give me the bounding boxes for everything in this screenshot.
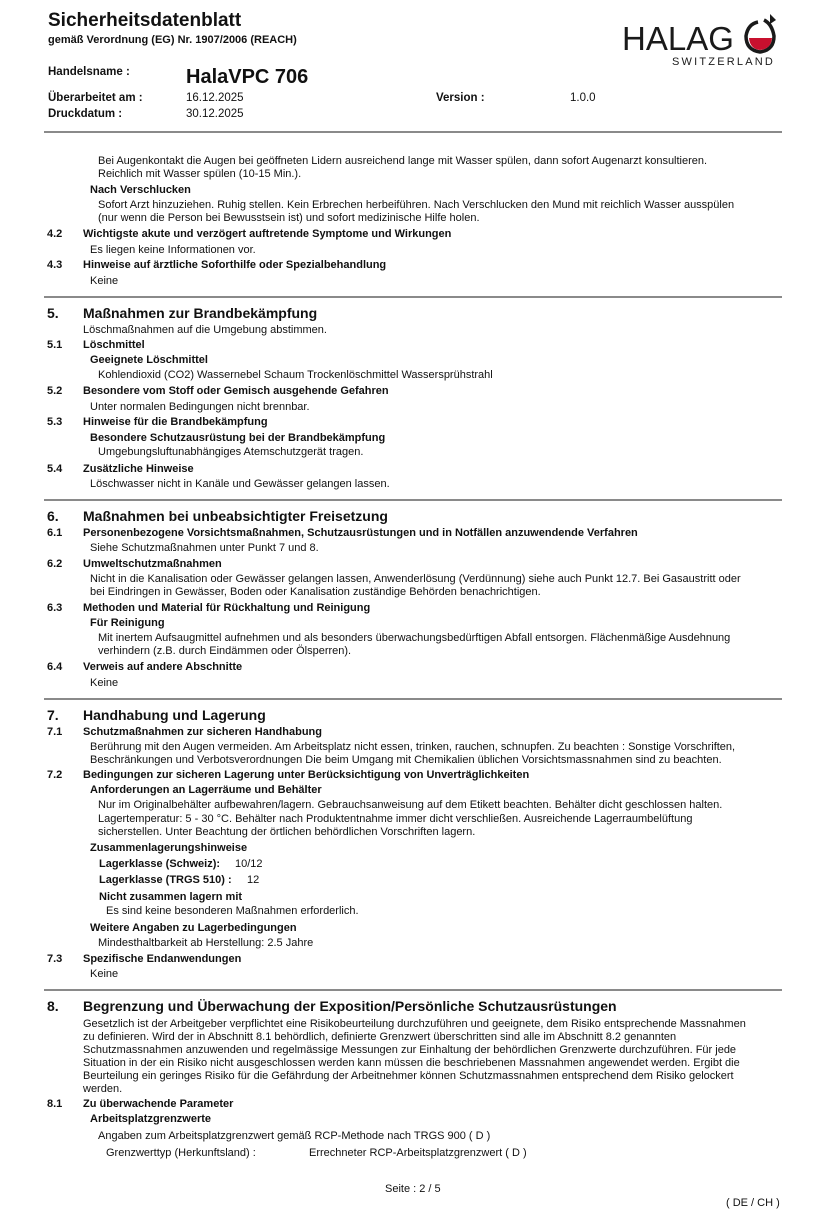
- limit-type-value: Errechneter RCP-Arbeitsplatzgrenzwert ( D ): [309, 1147, 527, 1159]
- s8-text-5: Beurteilung ein geringes Risiko für die Gefährdung der Arbeitnehmer können Schutzmassnahmen entsprechend dem Risiko gelockert: [83, 1070, 734, 1082]
- document-subtitle: gemäß Verordnung (EG) Nr. 1907/2006 (REACH): [48, 34, 297, 46]
- s42-heading: Wichtigste akute und verzögert auftretende Symptome und Wirkungen: [83, 228, 452, 240]
- s42-text: Es liegen keine Informationen vor.: [90, 244, 256, 256]
- version-label: Version :: [436, 92, 485, 104]
- s62-number: 6.2: [47, 558, 63, 570]
- s72c-heading: Nicht zusammen lagern mit: [99, 891, 243, 903]
- s64-heading: Verweis auf andere Abschnitte: [83, 661, 243, 673]
- s72-heading: Bedingungen zur sicheren Lagerung unter Berücksichtigung von Unverträglichkeiten: [83, 769, 530, 781]
- s72a-heading: Anforderungen an Lagerräume und Behälter: [90, 784, 322, 796]
- s62-text-2: bei Eindringen in Gewässer, Boden oder Kanalisation zuständige Behörden benachrichtigen.: [90, 586, 541, 598]
- print-date: 30.12.2025: [186, 108, 244, 120]
- print-date-label: Druckdatum :: [48, 108, 123, 120]
- s71-text-2: Beschränkungen und Verbotsverordnungen Die beim Umgang mit Chemikalien üblichen Vorsichtsmassnahmen sind zu beachten.: [90, 754, 722, 766]
- s6-title: Maßnahmen bei unbeabsichtigter Freisetzung: [83, 508, 388, 524]
- s64-text: Keine: [90, 677, 119, 689]
- s53a-text: Umgebungsluftunabhängiges Atemschutzgerät tragen.: [98, 446, 364, 458]
- s72c-text: Es sind keine besonderen Maßnahmen erforderlich.: [106, 905, 359, 917]
- s7-divider: [44, 698, 782, 700]
- s53a-heading: Besondere Schutzausrüstung bei der Brandbekämpfung: [90, 432, 386, 444]
- s52-heading: Besondere vom Stoff oder Gemisch ausgehende Gefahren: [83, 385, 389, 397]
- s8-text-1: Gesetzlich ist der Arbeitgeber verpflichtet eine Risikobeurteilung durchzuführen und geeignete, dem Risiko entsprechende Massnahmen: [83, 1018, 746, 1030]
- s72a-text-2: Lagertemperatur: 5 - 30 °C. Behälter nach Produktentnahme immer dicht verschließen. Ausreichende Lagerraumbelüftung: [98, 813, 693, 825]
- s53-heading: Hinweise für die Brandbekämpfung: [83, 416, 268, 428]
- storage-class-trgs-value: 12: [247, 874, 260, 886]
- s4-eye-text-1: Bei Augenkontakt die Augen bei geöffneten Lidern ausreichend lange mit Wasser spülen, dann sofort Augenarzt konsultieren.: [98, 155, 708, 167]
- s6-divider: [44, 499, 782, 501]
- s5-title: Maßnahmen zur Brandbekämpfung: [83, 305, 318, 321]
- s54-heading: Zusätzliche Hinweise: [83, 463, 194, 475]
- s7-number: 7.: [47, 707, 59, 723]
- s54-number: 5.4: [47, 463, 63, 475]
- limit-type-label: Grenzwerttyp (Herkunftsland) :: [106, 1147, 256, 1159]
- s8-text-4: Situation in der ein Risiko nicht ausgeschlossen werden kann müssen die beschriebenen Massnahmen angewendet werden. Ergibt die: [83, 1057, 740, 1069]
- s72-number: 7.2: [47, 769, 63, 781]
- s43-number: 4.3: [47, 259, 63, 271]
- s54-text: Löschwasser nicht in Kanäle und Gewässer gelangen lassen.: [90, 478, 390, 490]
- s5-intro: Löschmaßnahmen auf die Umgebung abstimmen.: [83, 324, 327, 336]
- s43-text: Keine: [90, 275, 119, 287]
- s73-text: Keine: [90, 968, 119, 980]
- logo-sub: SWITZERLAND: [672, 56, 776, 68]
- header-divider: [44, 131, 782, 133]
- s6-number: 6.: [47, 508, 59, 524]
- s4-swallow-heading: Nach Verschlucken: [90, 184, 191, 196]
- s5-number: 5.: [47, 305, 59, 321]
- s81-number: 8.1: [47, 1098, 63, 1110]
- s8-text-2: zu definieren. Wird der in Abschnitt 8.1 behördlich, definierte Grenzwert überschritten sind alle im Abschnitt 8.2 genannten: [83, 1031, 677, 1043]
- s4-swallow-text-2: (nur wenn die Person bei Bewusstsein ist) und sofort medizinische Hilfe holen.: [98, 212, 480, 224]
- s51a-text: Kohlendioxid (CO2) Wassernebel Schaum Trockenlöschmittel Wassersprühstrahl: [98, 369, 493, 381]
- storage-class-trgs-label: Lagerklasse (TRGS 510) :: [99, 874, 232, 886]
- s63-number: 6.3: [47, 602, 63, 614]
- s61-number: 6.1: [47, 527, 63, 539]
- s7-title: Handhabung und Lagerung: [83, 707, 266, 723]
- s63-text-1: Mit inertem Aufsaugmittel aufnehmen und als besonders überwachungsbedürftigen Abfall entsorgen. Flächenmäßige Ausdehnung: [98, 632, 731, 644]
- s5-divider: [44, 296, 782, 298]
- s61-text: Siehe Schutzmaßnahmen unter Punkt 7 und 8.: [90, 542, 319, 554]
- halag-logo: [620, 10, 782, 70]
- s72d-heading: Weitere Angaben zu Lagerbedingungen: [90, 922, 297, 934]
- s64-number: 6.4: [47, 661, 63, 673]
- s61-heading: Personenbezogene Vorsichtsmaßnahmen, Schutzausrüstungen und in Notfällen anzuwendende Verfahren: [83, 527, 638, 539]
- version-value: 1.0.0: [570, 92, 596, 104]
- s81-heading: Zu überwachende Parameter: [83, 1098, 234, 1110]
- trade-name: HalaVPC 706: [186, 66, 309, 88]
- s72b-heading: Zusammenlagerungshinweise: [90, 842, 248, 854]
- logo-name: HALAG: [622, 20, 734, 57]
- s42-number: 4.2: [47, 228, 63, 240]
- s72a-text-1: Nur im Originalbehälter aufbewahren/lagern. Gebrauchsanweisung auf dem Etikett beachten. Behälter dicht geschlossen halten.: [98, 799, 723, 811]
- region-code: ( DE / CH ): [726, 1197, 780, 1209]
- s62-text-1: Nicht in die Kanalisation oder Gewässer gelangen lassen, Anwenderlösung (Verdünnung) siehe auch Punkt 12.7. Bei Gasaustritt oder: [90, 573, 741, 585]
- trade-name-label: Handelsname :: [48, 66, 130, 78]
- s8-divider: [44, 989, 782, 991]
- revised-date: 16.12.2025: [186, 92, 244, 104]
- s4-eye-text-2: Reichlich mit Wasser spülen (10-15 Min.).: [98, 168, 302, 180]
- storage-class-ch-value: 10/12: [235, 858, 263, 870]
- s4-swallow-text-1: Sofort Arzt hinzuziehen. Ruhig stellen. Kein Erbrechen herbeiführen. Nach Verschlucken den Mund mit reichlich Wasser ausspülen: [98, 199, 735, 211]
- s43-heading: Hinweise auf ärztliche Soforthilfe oder Spezialbehandlung: [83, 259, 387, 271]
- s72d-text: Mindesthaltbarkeit ab Herstellung: 2.5 Jahre: [98, 937, 314, 949]
- s52-text: Unter normalen Bedingungen nicht brennbar.: [90, 401, 310, 413]
- s51-heading: Löschmittel: [83, 339, 145, 351]
- s72a-text-3: sicherstellen. Unter Beachtung der örtlichen behördlichen Vorschriften lagern.: [98, 826, 476, 838]
- revised-label: Überarbeitet am :: [48, 92, 143, 104]
- s63-text-2: verhindern (z.B. durch Eindämmen oder Ölsperren).: [98, 645, 352, 657]
- s51a-heading: Geeignete Löschmittel: [90, 354, 208, 366]
- s51-number: 5.1: [47, 339, 63, 351]
- s71-number: 7.1: [47, 726, 63, 738]
- s73-number: 7.3: [47, 953, 63, 965]
- s52-number: 5.2: [47, 385, 63, 397]
- s63-heading: Methoden und Material für Rückhaltung und Reinigung: [83, 602, 371, 614]
- s81a-heading: Arbeitsplatzgrenzwerte: [90, 1113, 212, 1125]
- s71-heading: Schutzmaßnahmen zur sicheren Handhabung: [83, 726, 322, 738]
- s81a-text: Angaben zum Arbeitsplatzgrenzwert gemäß RCP-Methode nach TRGS 900 ( D ): [98, 1130, 491, 1142]
- page-number: Seite : 2 / 5: [385, 1183, 441, 1195]
- s8-text-3: Schutzmassnahmen anzuwenden und regelmässige Messungen zur Einhaltung der behördlichen Grenzwerte durchzuführen. Für jede: [83, 1044, 737, 1056]
- storage-class-ch-label: Lagerklasse (Schweiz):: [99, 858, 221, 870]
- s62-heading: Umweltschutzmaßnahmen: [83, 558, 222, 570]
- s63a-heading: Für Reinigung: [90, 617, 165, 629]
- s53-number: 5.3: [47, 416, 63, 428]
- s8-text-6: werden.: [83, 1083, 123, 1095]
- s71-text-1: Berührung mit den Augen vermeiden. Am Arbeitsplatz nicht essen, trinken, rauchen, schnupfen. Zu beachten : Sonstige Vorschriften,: [90, 741, 736, 753]
- s73-heading: Spezifische Endanwendungen: [83, 953, 242, 965]
- s8-number: 8.: [47, 998, 59, 1014]
- flask-icon: [740, 10, 780, 58]
- s8-title: Begrenzung und Überwachung der Exposition/Persönliche Schutzausrüstungen: [83, 998, 617, 1014]
- document-title: Sicherheitsdatenblatt: [48, 10, 242, 31]
